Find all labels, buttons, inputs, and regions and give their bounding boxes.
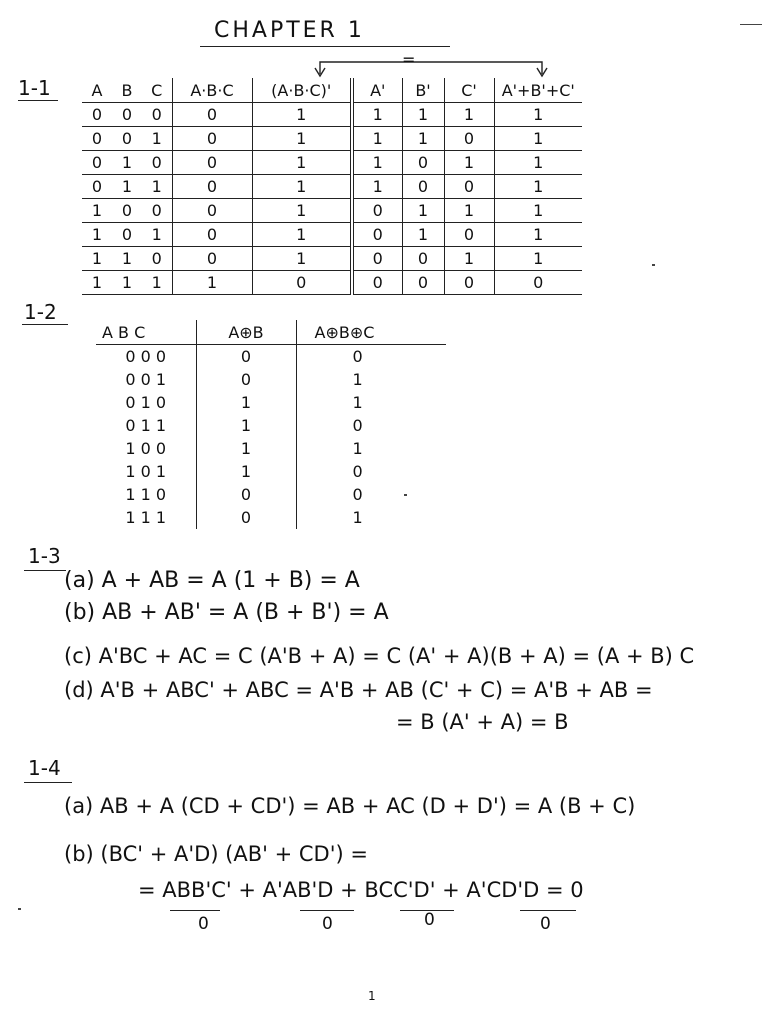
table-row [96,506,446,529]
cell: 0 1 1 [125,416,167,435]
cell: 1 [252,175,352,199]
cell: 1 [494,247,582,271]
cell: 0 [196,483,296,506]
header-c-prime: C' [444,78,494,103]
cell: 0 1 0 [125,393,167,412]
cell: 1 [82,247,112,271]
cell: 1 [82,271,112,295]
cell: 1 [494,103,582,127]
table-row [82,199,582,223]
table-row [96,483,446,506]
table-row [96,414,446,437]
scan-speck [652,264,655,266]
cell: 1 [196,437,296,460]
cell: 0 0 0 [125,347,167,366]
cancel-bar [520,910,576,911]
table-1-2-body [96,345,446,530]
cell: 1 [494,151,582,175]
table-row [96,368,446,391]
cell: 0 [402,247,444,271]
cell: 0 [352,199,402,223]
cell: 0 [172,151,252,175]
cell: 1 [142,271,172,295]
equals-mark: = [402,50,416,69]
cell: 1 [444,103,494,127]
cell: 0 [142,151,172,175]
header-a: A [82,78,112,103]
equation-1-4-a: (a) AB + A (CD + CD') = AB + AC (D + D') = A (B + C) [64,794,636,818]
table-row [82,223,582,247]
header-abc-complement: (A·B·C)' [252,78,352,103]
header-abc-inputs: A B C [96,320,196,345]
cell: 0 [112,127,142,151]
equation-1-4-b-line1: (b) (BC' + A'D) (AB' + CD') = [64,842,368,866]
cell: 0 [402,175,444,199]
cell: 0 0 1 [125,370,167,389]
cell: 1 [296,506,446,529]
table-row [96,391,446,414]
table-1-1-body [82,103,582,295]
zero-annotation: 0 [322,914,333,934]
equation-1-3-d-line2: = B (A' + A) = B [396,710,569,734]
table-row [96,460,446,483]
table-row [96,437,446,460]
cell: 1 [352,175,402,199]
cell: 0 [82,127,112,151]
zero-annotation: 0 [540,914,551,934]
header-abc: A·B·C [172,78,252,103]
truth-table-1-1 [82,78,582,295]
cell: 1 [252,223,352,247]
page-number: 1 [368,989,376,1003]
header-c: C [142,78,172,103]
zero-annotation: 0 [198,914,209,934]
truth-table-1-2 [96,320,446,529]
cell: 1 [196,391,296,414]
section-1-3-underline [24,570,66,571]
cancel-bar [170,910,220,911]
cell: 0 [352,271,402,295]
cell: 1 [444,151,494,175]
cell: 0 [172,175,252,199]
cell: 0 [82,151,112,175]
cell: 0 [82,103,112,127]
section-1-1-underline [18,100,58,101]
scan-speck [740,24,762,25]
cell: 0 [444,271,494,295]
title-underline [200,46,450,47]
cancel-bar [300,910,354,911]
cell: 1 [444,199,494,223]
cell: 0 [402,151,444,175]
cell: 1 [494,175,582,199]
table-row [82,247,582,271]
cell: 1 [494,127,582,151]
cell: 0 [196,368,296,391]
cell: 1 [252,127,352,151]
cell: 1 [82,223,112,247]
equation-1-3-b: (b) AB + AB' = A (B + B') = A [64,600,389,625]
table-row [82,127,582,151]
cell: 0 [352,223,402,247]
cell: 1 [142,127,172,151]
cell: 1 [196,460,296,483]
section-1-3-label: 1-3 [28,544,61,568]
cell: 0 [444,175,494,199]
table-row [82,103,582,127]
cell: 1 [352,127,402,151]
cell: 0 [296,460,446,483]
zero-annotation: 0 [424,910,435,930]
cell: 1 [112,175,142,199]
cell: 1 [252,103,352,127]
cell: 1 [296,437,446,460]
header-a-xor-b-xor-c: A⊕B⊕C [296,320,446,345]
cell: 1 [112,247,142,271]
table-row [96,345,446,369]
cell: 1 [296,368,446,391]
cell: 0 [296,414,446,437]
cell: 0 [172,223,252,247]
cell: 1 [142,175,172,199]
cell: 1 [252,247,352,271]
cell: 0 [352,247,402,271]
cell: 1 [112,151,142,175]
cell: 1 [196,414,296,437]
cell: 1 [142,223,172,247]
header-b: B [112,78,142,103]
equation-1-4-b-line2: = ABB'C' + A'AB'D + BCC'D' + A'CD'D = 0 [138,878,584,902]
cell: 1 [112,271,142,295]
header-sum-primes: A'+B'+C' [494,78,582,103]
cell: 1 [252,199,352,223]
cell: 0 [172,199,252,223]
cell: 1 [252,151,352,175]
cell: 1 [352,103,402,127]
cell: 0 [112,223,142,247]
cell: 0 [296,483,446,506]
table-row [82,271,582,295]
equation-1-3-a: (a) A + AB = A (1 + B) = A [64,568,360,593]
cell: 0 [112,103,142,127]
cell: 1 [494,223,582,247]
cell: 1 [296,391,446,414]
section-1-4-underline [24,782,72,783]
cell: 0 [142,103,172,127]
cell: 0 [296,345,446,369]
cell: 0 [252,271,352,295]
scan-speck [404,494,407,496]
scan-speck [18,908,21,910]
header-a-prime: A' [352,78,402,103]
cell: 1 [402,103,444,127]
cell: 0 [142,247,172,271]
cell: 1 [402,127,444,151]
cell: 1 [402,199,444,223]
cell: 1 [172,271,252,295]
cell: 0 [196,345,296,369]
table-row [82,151,582,175]
cell: 1 [402,223,444,247]
cell: 1 0 0 [125,439,167,458]
cell: 0 [444,223,494,247]
equation-1-3-c: (c) A'BC + AC = C (A'B + A) = C (A' + A)(B + A) = (A + B) C [64,644,695,668]
section-1-2-underline [22,324,68,325]
header-a-xor-b: A⊕B [196,320,296,345]
cell: 1 [494,199,582,223]
cell: 1 [352,151,402,175]
cell: 0 [196,506,296,529]
cell: 0 [172,127,252,151]
cell: 0 [82,175,112,199]
cell: 1 0 1 [125,462,167,481]
section-1-4-label: 1-4 [28,756,61,780]
cell: 0 [142,199,172,223]
section-1-1-label: 1-1 [18,76,51,100]
cell: 0 [402,271,444,295]
chapter-title: CHAPTER 1 [214,18,365,43]
table-row [82,175,582,199]
cell: 1 [444,247,494,271]
header-b-prime: B' [402,78,444,103]
equation-1-3-d-line1: (d) A'B + ABC' + ABC = A'B + AB (C' + C) = A'B + AB = [64,678,653,702]
cell: 0 [444,127,494,151]
cell: 1 1 0 [125,485,167,504]
cell: 0 [494,271,582,295]
cell: 1 1 1 [125,508,167,527]
cell: 1 [82,199,112,223]
cell: 0 [172,103,252,127]
cell: 0 [172,247,252,271]
section-1-2-label: 1-2 [24,300,57,324]
cell: 0 [112,199,142,223]
